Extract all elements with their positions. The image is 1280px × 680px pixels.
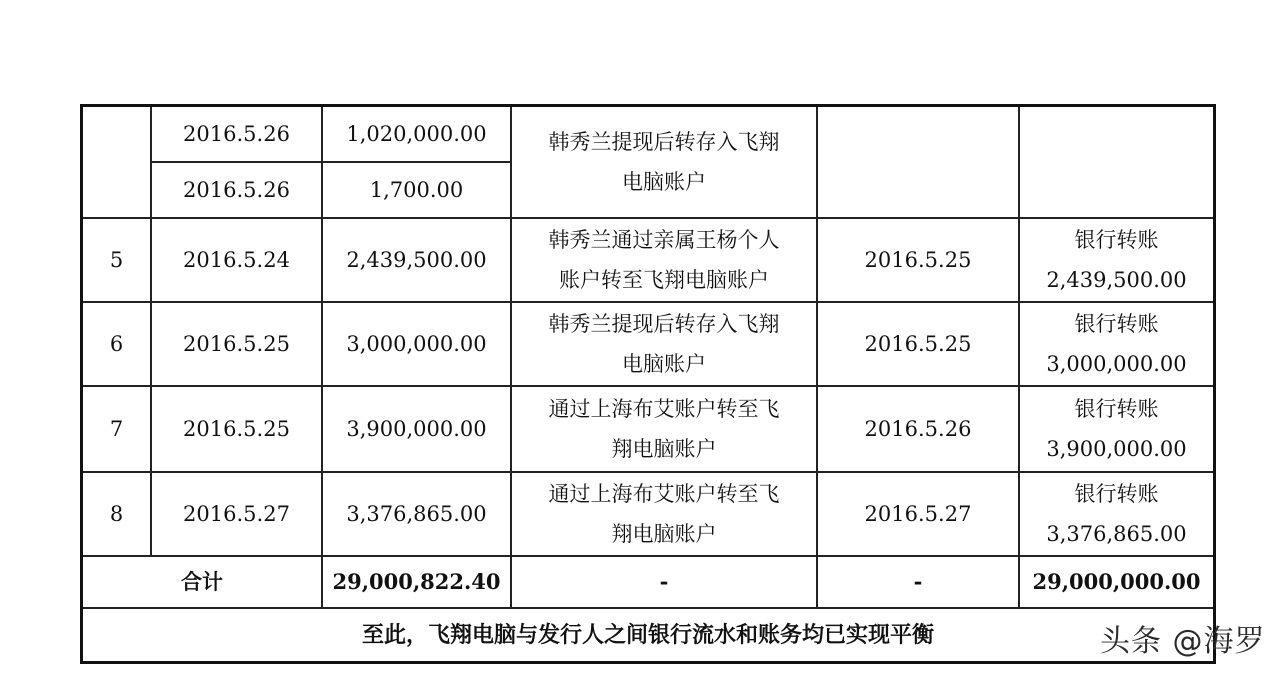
table-cell-transfer	[1020, 387, 1213, 471]
table-cell-description	[512, 303, 816, 385]
table-total-description	[512, 557, 816, 607]
cell-text: 5	[109, 248, 124, 272]
cell-text: 3,376,865.00	[346, 502, 487, 526]
cell-text: 2016.5.27	[183, 502, 290, 526]
table-cell-amount	[323, 219, 510, 301]
table-total-label	[83, 557, 321, 607]
table-cell-transfer	[1020, 219, 1213, 301]
cell-text: 3,376,865.00	[1046, 522, 1187, 546]
cell-text: 2,439,500.00	[1046, 268, 1187, 292]
cell-text: 1,020,000.00	[346, 122, 487, 146]
table-cell-description	[512, 387, 816, 471]
cell-text: 银行转账	[1074, 397, 1159, 421]
table-cell-description	[512, 219, 816, 301]
table-cell-date	[152, 387, 321, 471]
table-cell-number	[83, 219, 150, 301]
cell-text: 8	[109, 502, 124, 526]
table-cell-description	[512, 107, 816, 217]
table-cell-date	[152, 107, 321, 161]
table-cell-date2	[818, 387, 1018, 471]
cell-text: 2016.5.25	[864, 332, 972, 356]
cell-text: 7	[109, 417, 124, 441]
cell-text: 韩秀兰提现后转存入飞翔	[548, 312, 780, 336]
table-cell-date2	[818, 219, 1018, 301]
cell-text: 韩秀兰通过亲属王杨个人	[548, 228, 780, 252]
table-cell-amount	[323, 163, 510, 217]
table-cell-transfer	[1020, 473, 1213, 555]
table-total-amount2	[1020, 557, 1213, 607]
cell-text: 银行转账	[1074, 228, 1159, 252]
table-cell-date2	[818, 303, 1018, 385]
cell-text: 2016.5.26	[183, 122, 290, 146]
cell-text: -	[659, 569, 669, 594]
cell-text: 2016.5.26	[864, 417, 972, 441]
cell-text: -	[913, 569, 923, 594]
cell-text: 通过上海布艾账户转至飞	[548, 482, 780, 506]
cell-text: 2016.5.26	[183, 178, 290, 202]
cell-text: 29,000,822.40	[332, 569, 501, 594]
cell-text: 1,700.00	[369, 178, 464, 202]
cell-text: 6	[109, 332, 124, 356]
cell-text: 韩秀兰提现后转存入飞翔	[548, 130, 780, 154]
table-cell-transfer	[1020, 303, 1213, 385]
table-cell-description	[512, 473, 816, 555]
cell-text: 翔电脑账户	[611, 437, 717, 461]
table-total-amount	[323, 557, 510, 607]
cell-text: 合计	[181, 569, 223, 594]
table-cell-date	[152, 163, 321, 217]
cell-text: 2,439,500.00	[346, 248, 487, 272]
cell-text: 账户转至飞翔电脑账户	[559, 268, 769, 292]
cell-text: 2016.5.25	[183, 417, 290, 441]
cell-text: 2016.5.27	[864, 502, 972, 526]
cell-text: 通过上海布艾账户转至飞	[548, 397, 780, 421]
cell-text: 3,000,000.00	[346, 332, 487, 356]
cell-text: 翔电脑账户	[611, 522, 717, 546]
table-cell-amount	[323, 387, 510, 471]
cell-text: 2016.5.25	[183, 332, 290, 356]
table-cell-number	[83, 387, 150, 471]
table-cell-date2	[818, 473, 1018, 555]
table-cell-amount	[323, 473, 510, 555]
cell-text: 3,900,000.00	[1046, 437, 1187, 461]
table-total-date2	[818, 557, 1018, 607]
table-cell-date	[152, 303, 321, 385]
cell-text: 3,000,000.00	[1046, 352, 1187, 376]
table-cell-date	[152, 473, 321, 555]
cell-text: 电脑账户	[622, 352, 706, 376]
cell-text: 至此，飞翔电脑与发行人之间银行流水和账务均已实现平衡	[361, 622, 934, 648]
table-cell-date	[152, 219, 321, 301]
cell-text: 29,000,000.00	[1032, 569, 1201, 594]
cell-text: 银行转账	[1074, 482, 1159, 506]
table-cell-amount	[323, 303, 510, 385]
cell-text: 3,900,000.00	[346, 417, 487, 441]
table-footer-note	[83, 609, 1213, 661]
cell-text: 2016.5.25	[864, 248, 972, 272]
reconciliation-table	[80, 104, 1216, 664]
table-cell-number	[83, 473, 150, 555]
cell-text: 2016.5.24	[183, 248, 290, 272]
watermark: 头条 @海罗	[1100, 624, 1266, 659]
cell-text: 电脑账户	[622, 170, 706, 194]
cell-text: 银行转账	[1074, 312, 1159, 336]
table-cell-amount	[323, 107, 510, 161]
table-cell-number	[83, 303, 150, 385]
